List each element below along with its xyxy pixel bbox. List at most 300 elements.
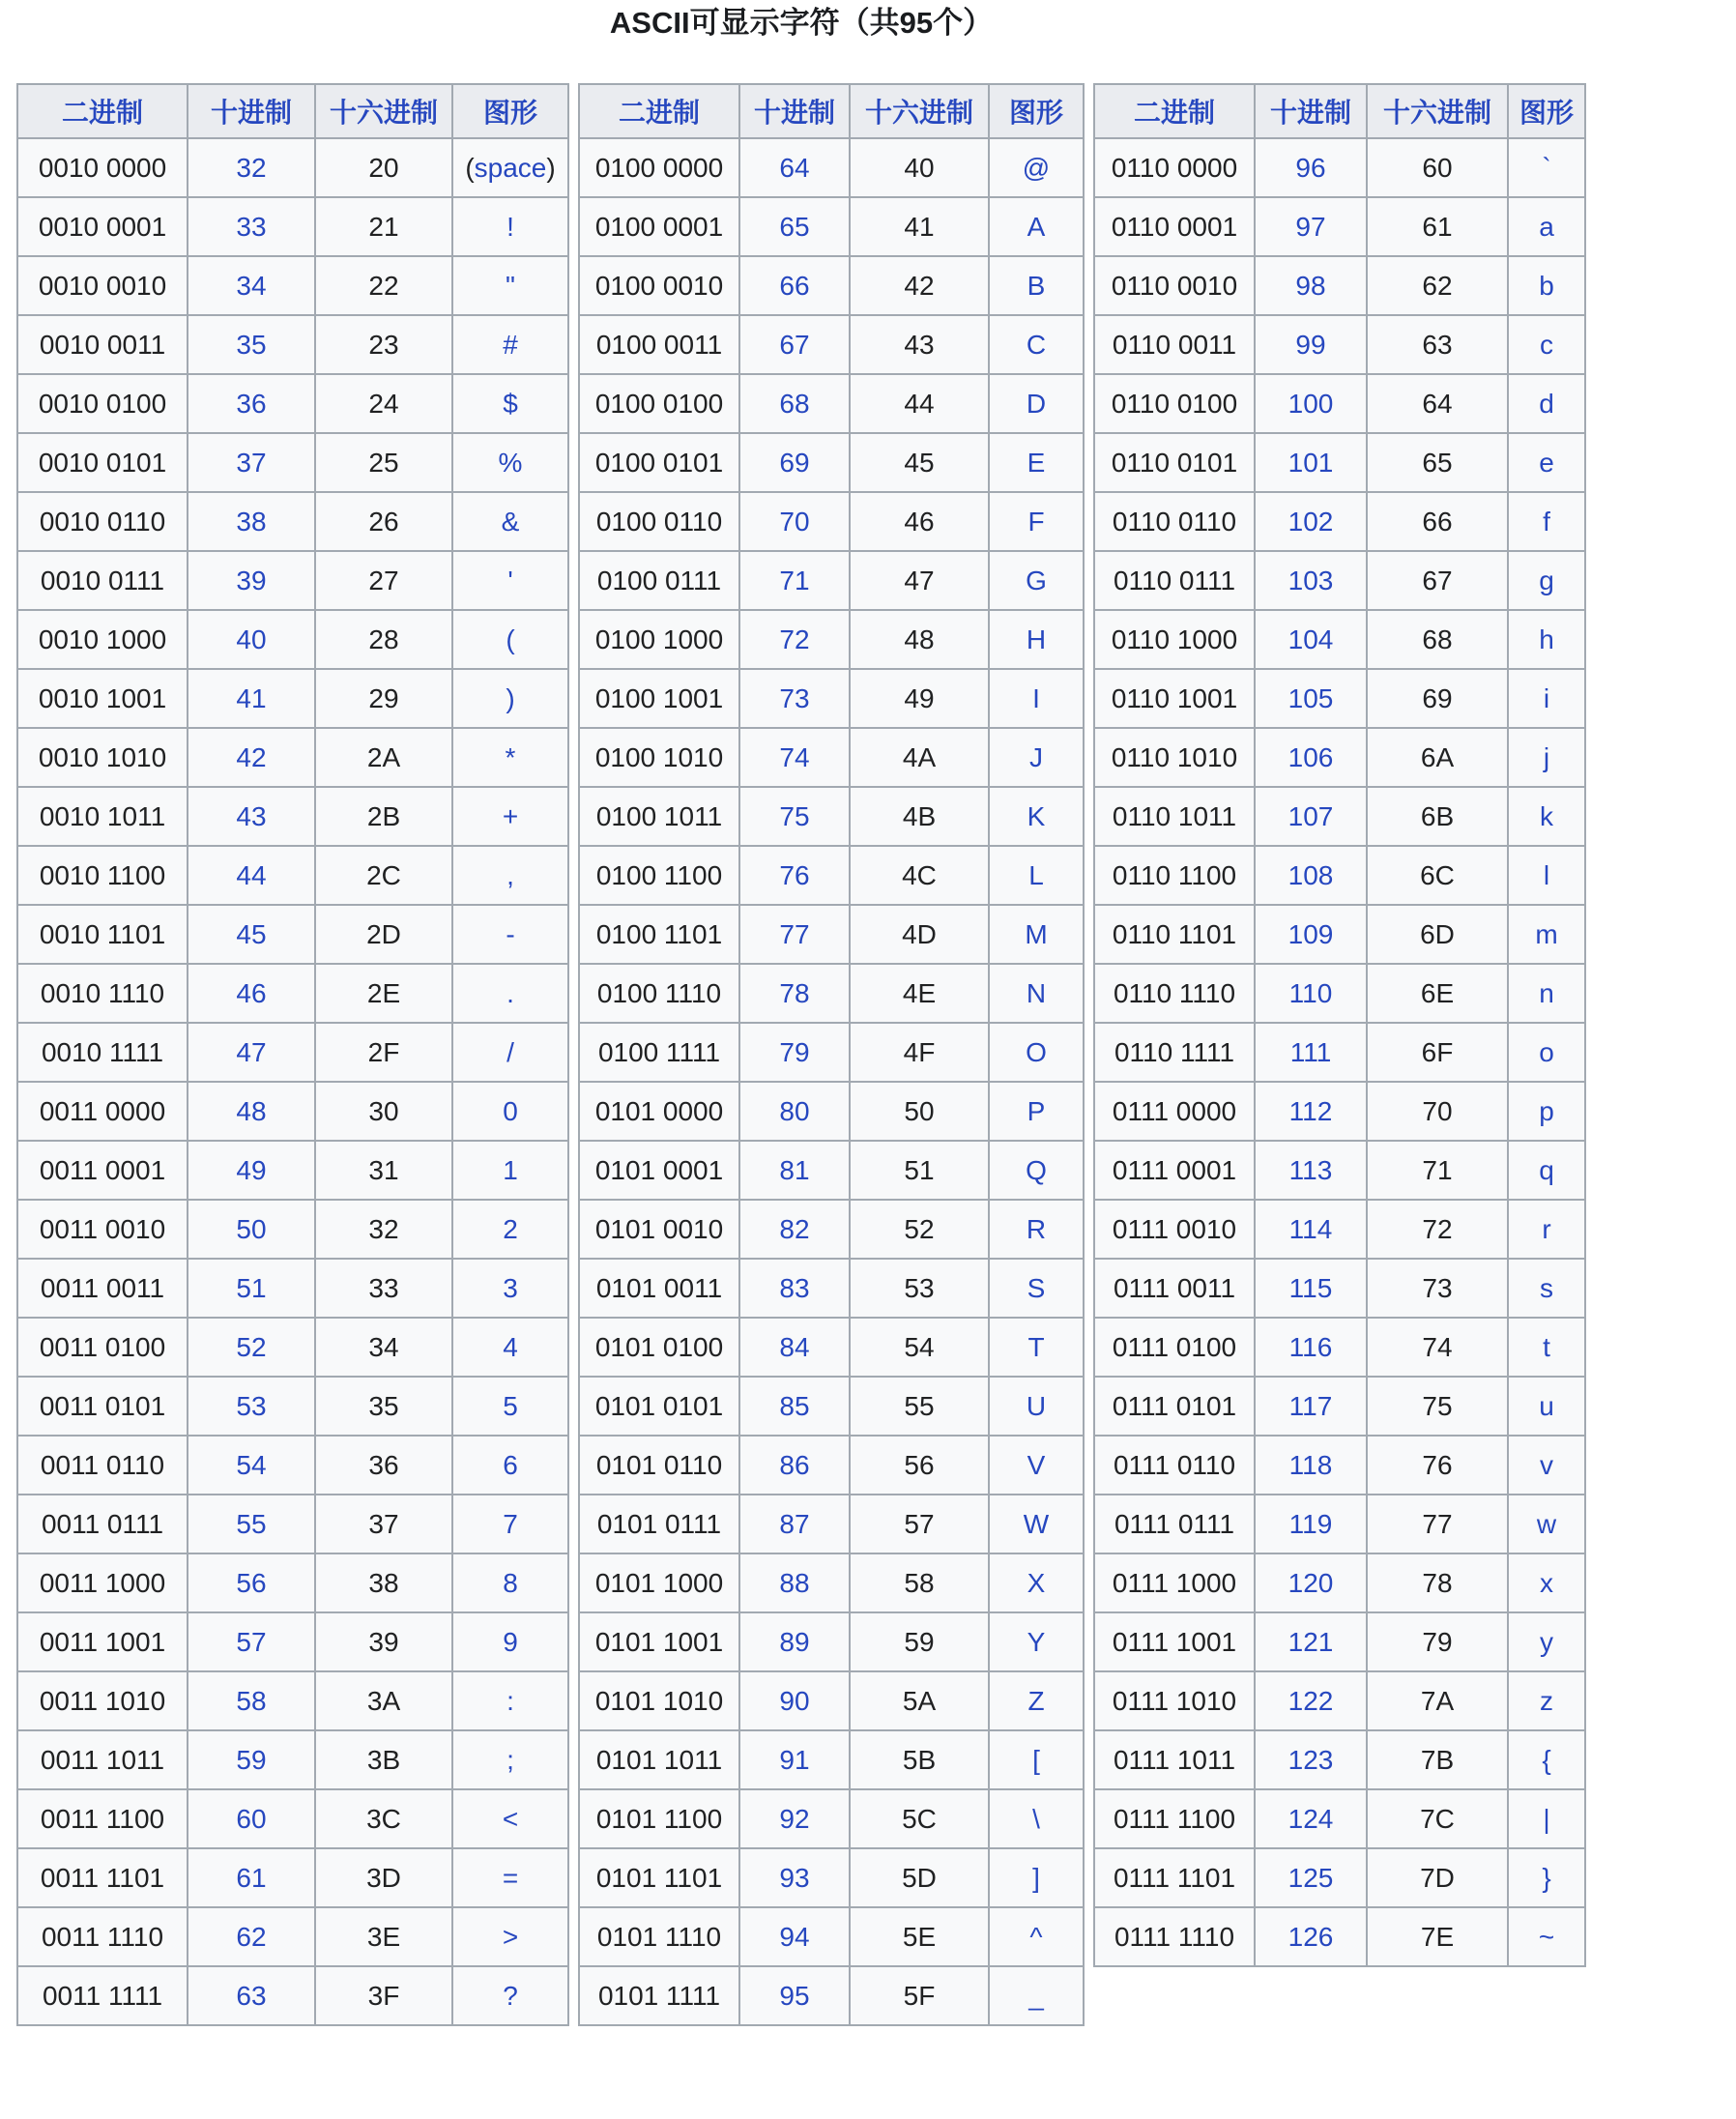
hex-cell: 5C — [850, 1789, 989, 1848]
glyph-link[interactable]: ? — [503, 1980, 518, 2011]
glyph-link[interactable]: u — [1539, 1390, 1554, 1421]
decimal-link[interactable]: 117 — [1288, 1390, 1333, 1421]
binary-cell: 0010 1011 — [17, 787, 188, 846]
glyph-link[interactable]: Q — [1026, 1154, 1047, 1185]
column-header: 图形 — [452, 84, 568, 138]
decimal-link[interactable]: 49 — [236, 1154, 267, 1185]
table-row — [579, 1730, 1084, 1789]
glyph-link[interactable]: @ — [1022, 152, 1051, 183]
glyph-link[interactable]: f — [1543, 506, 1550, 537]
decimal-link[interactable]: 60 — [236, 1803, 267, 1834]
glyph-cell — [1508, 256, 1585, 315]
decimal-link[interactable]: 79 — [779, 1036, 810, 1067]
column-header: 十进制 — [1255, 84, 1367, 138]
hex-cell: 34 — [315, 1318, 452, 1377]
glyph-link[interactable]: D — [1026, 388, 1047, 419]
glyph-link[interactable]: b — [1539, 270, 1554, 301]
glyph-cell — [1508, 1495, 1585, 1553]
table-row — [17, 1023, 568, 1082]
glyph-cell — [1508, 138, 1585, 197]
decimal-link[interactable]: 72 — [779, 624, 810, 654]
decimal-link[interactable]: 118 — [1288, 1449, 1333, 1480]
decimal-link[interactable]: 122 — [1288, 1685, 1334, 1716]
hex-cell: 75 — [1367, 1377, 1508, 1436]
glyph-cell — [1508, 1318, 1585, 1377]
table-row — [1094, 964, 1585, 1023]
glyph-link[interactable]: j — [1543, 741, 1550, 772]
table-row — [1094, 905, 1585, 964]
decimal-link[interactable]: 120 — [1288, 1567, 1334, 1598]
table-row — [17, 1436, 568, 1495]
glyph-link[interactable]: " — [506, 270, 515, 301]
glyph-link[interactable]: V — [1027, 1449, 1046, 1480]
hex-cell: 5E — [850, 1907, 989, 1966]
glyph-link[interactable]: H — [1026, 624, 1047, 654]
hex-cell: 40 — [850, 138, 989, 197]
decimal-link[interactable]: 94 — [779, 1921, 810, 1952]
decimal-link[interactable]: 38 — [236, 506, 267, 537]
decimal-link[interactable]: 57 — [236, 1626, 267, 1657]
glyph-link[interactable]: x — [1540, 1567, 1553, 1598]
glyph-link[interactable]: m — [1535, 918, 1558, 949]
binary-cell: 0111 1010 — [1094, 1671, 1255, 1730]
decimal-link[interactable]: 52 — [236, 1331, 267, 1362]
hex-cell: 35 — [315, 1377, 452, 1436]
decimal-link[interactable]: 123 — [1288, 1744, 1334, 1775]
decimal-link[interactable]: 115 — [1288, 1272, 1333, 1303]
glyph-link[interactable]: > — [502, 1921, 519, 1952]
decimal-link[interactable]: 98 — [1295, 270, 1326, 301]
decimal-link[interactable]: 97 — [1295, 211, 1326, 242]
glyph-cell — [1508, 551, 1585, 610]
table-row — [17, 197, 568, 256]
hex-cell: 6C — [1367, 846, 1508, 905]
binary-cell: 0011 1100 — [17, 1789, 188, 1848]
table-row — [1094, 1848, 1585, 1907]
glyph-link[interactable]: [ — [1032, 1744, 1040, 1775]
glyph-link[interactable]: < — [502, 1803, 519, 1834]
glyph-link[interactable]: 4 — [503, 1331, 518, 1362]
binary-cell: 0100 0010 — [579, 256, 739, 315]
glyph-link[interactable]: ) — [506, 682, 515, 713]
hex-cell: 60 — [1367, 138, 1508, 197]
decimal-link[interactable]: 103 — [1288, 565, 1334, 595]
decimal-link[interactable]: 46 — [236, 977, 267, 1008]
glyph-cell — [989, 1082, 1084, 1141]
decimal-link[interactable]: 78 — [779, 977, 810, 1008]
decimal-cell — [1255, 964, 1367, 1023]
decimal-link[interactable]: 108 — [1288, 859, 1334, 890]
table-row — [1094, 1200, 1585, 1259]
glyph-link[interactable]: space — [474, 152, 547, 183]
decimal-link[interactable]: 90 — [779, 1685, 810, 1716]
decimal-link[interactable]: 99 — [1295, 329, 1326, 360]
glyph-link[interactable]: ; — [506, 1744, 514, 1775]
glyph-cell — [989, 1495, 1084, 1553]
decimal-cell — [739, 492, 850, 551]
binary-cell: 0010 0011 — [17, 315, 188, 374]
glyph-link[interactable]: ~ — [1538, 1921, 1555, 1952]
glyph-cell — [989, 1318, 1084, 1377]
decimal-cell — [1255, 551, 1367, 610]
decimal-link[interactable]: 81 — [779, 1154, 810, 1185]
decimal-cell — [1255, 1082, 1367, 1141]
table-row — [1094, 1612, 1585, 1671]
decimal-link[interactable]: 114 — [1288, 1213, 1333, 1244]
table-row — [17, 1200, 568, 1259]
glyph-cell — [1508, 905, 1585, 964]
glyph-link[interactable]: K — [1027, 800, 1046, 831]
glyph-link[interactable]: & — [501, 506, 520, 537]
decimal-link[interactable]: 64 — [779, 152, 810, 183]
decimal-link[interactable]: 33 — [236, 211, 267, 242]
table-row — [1094, 551, 1585, 610]
glyph-link[interactable]: A — [1027, 211, 1046, 242]
decimal-link[interactable]: 37 — [236, 447, 267, 478]
decimal-link[interactable]: 62 — [236, 1921, 267, 1952]
glyph-link[interactable]: S — [1027, 1272, 1046, 1303]
hex-cell: 7A — [1367, 1671, 1508, 1730]
glyph-link[interactable]: X — [1027, 1567, 1046, 1598]
decimal-link[interactable]: 63 — [236, 1980, 267, 2011]
glyph-link[interactable]: Z — [1027, 1685, 1045, 1716]
glyph-link[interactable]: 2 — [503, 1213, 518, 1244]
column-header: 十进制 — [188, 84, 315, 138]
decimal-link[interactable]: 121 — [1288, 1626, 1334, 1657]
decimal-cell — [1255, 1553, 1367, 1612]
glyph-link[interactable]: l — [1543, 859, 1550, 890]
decimal-link[interactable]: 80 — [779, 1095, 810, 1126]
decimal-cell — [739, 1671, 850, 1730]
glyph-link[interactable]: # — [503, 329, 518, 360]
decimal-link[interactable]: 89 — [779, 1626, 810, 1657]
table-row — [1094, 1141, 1585, 1200]
glyph-link[interactable]: % — [498, 447, 523, 478]
decimal-cell — [1255, 1495, 1367, 1553]
decimal-link[interactable]: 39 — [236, 565, 267, 595]
decimal-link[interactable]: 88 — [779, 1567, 810, 1598]
decimal-link[interactable]: 51 — [236, 1272, 267, 1303]
decimal-link[interactable]: 45 — [236, 918, 267, 949]
glyph-link[interactable]: ' — [507, 565, 513, 595]
table-row — [579, 669, 1084, 728]
decimal-link[interactable]: 40 — [236, 624, 267, 654]
hex-cell: 68 — [1367, 610, 1508, 669]
column-header: 十六进制 — [850, 84, 989, 138]
decimal-link[interactable]: 106 — [1288, 741, 1334, 772]
decimal-link[interactable]: 109 — [1288, 918, 1334, 949]
glyph-link[interactable]: 7 — [503, 1508, 518, 1539]
table-row — [579, 433, 1084, 492]
glyph-cell — [452, 1848, 568, 1907]
decimal-link[interactable]: 66 — [779, 270, 810, 301]
decimal-link[interactable]: 84 — [779, 1331, 810, 1362]
decimal-link[interactable]: 105 — [1288, 682, 1334, 713]
glyph-cell — [989, 905, 1084, 964]
glyph-link[interactable]: 5 — [503, 1390, 518, 1421]
decimal-link[interactable]: 82 — [779, 1213, 810, 1244]
glyph-link[interactable]: G — [1026, 565, 1047, 595]
decimal-link[interactable]: 74 — [779, 741, 810, 772]
table-row — [579, 1848, 1084, 1907]
decimal-link[interactable]: 44 — [236, 859, 267, 890]
decimal-link[interactable]: 69 — [779, 447, 810, 478]
glyph-link[interactable]: . — [506, 977, 514, 1008]
glyph-cell — [1508, 1082, 1585, 1141]
binary-cell: 0011 1110 — [17, 1907, 188, 1966]
table-row — [579, 374, 1084, 433]
glyph-link[interactable]: w — [1536, 1508, 1557, 1539]
decimal-link[interactable]: 77 — [779, 918, 810, 949]
decimal-link[interactable]: 107 — [1288, 800, 1334, 831]
hex-cell: 52 — [850, 1200, 989, 1259]
table-row — [17, 1612, 568, 1671]
glyph-link[interactable]: z — [1540, 1685, 1553, 1716]
glyph-link[interactable]: Y — [1027, 1626, 1046, 1657]
decimal-link[interactable]: 65 — [779, 211, 810, 242]
glyph-link[interactable]: W — [1023, 1508, 1050, 1539]
glyph-cell — [989, 787, 1084, 846]
glyph-link[interactable]: 9 — [503, 1626, 518, 1657]
glyph-link[interactable]: h — [1539, 624, 1554, 654]
column-header: 二进制 — [17, 84, 188, 138]
decimal-link[interactable]: 101 — [1288, 447, 1334, 478]
decimal-link[interactable]: 125 — [1288, 1862, 1334, 1893]
glyph-link[interactable]: { — [1542, 1744, 1551, 1775]
decimal-link[interactable]: 34 — [236, 270, 267, 301]
glyph-link[interactable]: P — [1027, 1095, 1046, 1126]
glyph-link[interactable]: | — [1543, 1803, 1550, 1834]
glyph-link[interactable]: + — [502, 800, 519, 831]
binary-cell: 0110 1001 — [1094, 669, 1255, 728]
decimal-link[interactable]: 112 — [1288, 1095, 1333, 1126]
decimal-link[interactable]: 61 — [236, 1862, 267, 1893]
table-row — [579, 1259, 1084, 1318]
decimal-link[interactable]: 55 — [236, 1508, 267, 1539]
table-row — [1094, 787, 1585, 846]
glyph-link[interactable]: T — [1027, 1331, 1045, 1362]
glyph-cell — [989, 1907, 1084, 1966]
glyph-link[interactable]: = — [502, 1862, 519, 1893]
glyph-link[interactable]: * — [505, 741, 516, 772]
glyph-link[interactable]: \ — [1032, 1803, 1040, 1834]
glyph-link[interactable]: a — [1539, 211, 1554, 242]
glyph-cell — [1508, 1259, 1585, 1318]
decimal-cell — [1255, 905, 1367, 964]
decimal-link[interactable]: 48 — [236, 1095, 267, 1126]
decimal-link[interactable]: 110 — [1288, 977, 1333, 1008]
glyph-link[interactable]: k — [1540, 800, 1553, 831]
glyph-link[interactable]: i — [1543, 682, 1550, 713]
decimal-link[interactable]: 67 — [779, 329, 810, 360]
decimal-link[interactable]: 86 — [779, 1449, 810, 1480]
decimal-link[interactable]: 58 — [236, 1685, 267, 1716]
glyph-link[interactable]: N — [1026, 977, 1047, 1008]
decimal-link[interactable]: 92 — [779, 1803, 810, 1834]
decimal-link[interactable]: 111 — [1289, 1036, 1332, 1067]
glyph-link[interactable]: 8 — [503, 1567, 518, 1598]
glyph-cell — [989, 138, 1084, 197]
glyph-link[interactable]: / — [506, 1036, 514, 1067]
glyph-link[interactable]: , — [506, 859, 514, 890]
glyph-link[interactable]: ` — [1542, 152, 1551, 183]
glyph-link[interactable]: t — [1543, 1331, 1550, 1362]
decimal-link[interactable]: 71 — [779, 565, 810, 595]
glyph-link[interactable]: M — [1025, 918, 1048, 949]
glyph-link[interactable]: c — [1540, 329, 1553, 360]
decimal-link[interactable]: 113 — [1288, 1154, 1333, 1185]
glyph-link[interactable]: B — [1027, 270, 1046, 301]
decimal-link[interactable]: 54 — [236, 1449, 267, 1480]
glyph-link[interactable]: v — [1540, 1449, 1553, 1480]
binary-cell: 0110 0000 — [1094, 138, 1255, 197]
glyph-link[interactable]: _ — [1028, 1980, 1044, 2011]
decimal-link[interactable]: 32 — [236, 152, 267, 183]
decimal-link[interactable]: 87 — [779, 1508, 810, 1539]
hex-cell: 4A — [850, 728, 989, 787]
glyph-link[interactable]: - — [506, 918, 515, 949]
glyph-link[interactable]: r — [1542, 1213, 1551, 1244]
decimal-link[interactable]: 50 — [236, 1213, 267, 1244]
glyph-link[interactable]: O — [1026, 1036, 1047, 1067]
table-row — [17, 1907, 568, 1966]
glyph-cell — [1508, 669, 1585, 728]
glyph-link[interactable]: q — [1539, 1154, 1554, 1185]
hex-cell: 73 — [1367, 1259, 1508, 1318]
table-row — [17, 846, 568, 905]
decimal-link[interactable]: 41 — [236, 682, 267, 713]
glyph-cell — [989, 433, 1084, 492]
glyph-cell — [989, 1200, 1084, 1259]
glyph-link[interactable]: s — [1540, 1272, 1553, 1303]
hex-cell: 4F — [850, 1023, 989, 1082]
glyph-link[interactable]: y — [1540, 1626, 1553, 1657]
decimal-link[interactable]: 68 — [779, 388, 810, 419]
binary-cell: 0111 1011 — [1094, 1730, 1255, 1789]
decimal-cell — [1255, 1730, 1367, 1789]
decimal-cell — [1255, 1848, 1367, 1907]
decimal-link[interactable]: 104 — [1288, 624, 1334, 654]
binary-cell: 0011 1010 — [17, 1671, 188, 1730]
glyph-link[interactable]: d — [1539, 388, 1554, 419]
table-row — [17, 1966, 568, 2025]
decimal-cell — [739, 1907, 850, 1966]
decimal-link[interactable]: 93 — [779, 1862, 810, 1893]
decimal-link[interactable]: 36 — [236, 388, 267, 419]
binary-cell: 0100 1011 — [579, 787, 739, 846]
decimal-cell — [1255, 492, 1367, 551]
glyph-cell — [1508, 1553, 1585, 1612]
decimal-link[interactable]: 124 — [1288, 1803, 1334, 1834]
decimal-link[interactable]: 53 — [236, 1390, 267, 1421]
decimal-link[interactable]: 42 — [236, 741, 267, 772]
glyph-link[interactable]: ! — [506, 211, 514, 242]
glyph-link[interactable]: 1 — [503, 1154, 518, 1185]
glyph-link[interactable]: ( — [506, 624, 515, 654]
glyph-cell — [1508, 728, 1585, 787]
decimal-link[interactable]: 73 — [779, 682, 810, 713]
glyph-link[interactable]: g — [1539, 565, 1554, 595]
hex-cell: 49 — [850, 669, 989, 728]
decimal-link[interactable]: 83 — [779, 1272, 810, 1303]
glyph-link[interactable]: } — [1542, 1862, 1551, 1893]
binary-cell: 0100 0100 — [579, 374, 739, 433]
table-row — [579, 1495, 1084, 1553]
decimal-link[interactable]: 35 — [236, 329, 267, 360]
glyph-link[interactable]: C — [1026, 329, 1047, 360]
binary-cell: 0011 1000 — [17, 1553, 188, 1612]
glyph-link[interactable]: p — [1539, 1095, 1554, 1126]
glyph-link[interactable]: R — [1026, 1213, 1047, 1244]
hex-cell: 7D — [1367, 1848, 1508, 1907]
glyph-link[interactable]: o — [1539, 1036, 1554, 1067]
decimal-link[interactable]: 43 — [236, 800, 267, 831]
table-row — [579, 1082, 1084, 1141]
decimal-cell — [1255, 1023, 1367, 1082]
glyph-cell — [452, 1436, 568, 1495]
column-header: 二进制 — [1094, 84, 1255, 138]
glyph-link[interactable]: $ — [503, 388, 518, 419]
decimal-link[interactable]: 47 — [236, 1036, 267, 1067]
glyph-link[interactable]: L — [1028, 859, 1044, 890]
glyph-cell — [989, 1023, 1084, 1082]
binary-cell: 0110 1010 — [1094, 728, 1255, 787]
decimal-link[interactable]: 75 — [779, 800, 810, 831]
glyph-link[interactable]: ^ — [1029, 1921, 1043, 1952]
glyph-link[interactable]: e — [1539, 447, 1554, 478]
glyph-link[interactable]: n — [1539, 977, 1554, 1008]
table-row — [1094, 669, 1585, 728]
binary-cell: 0010 1111 — [17, 1023, 188, 1082]
decimal-link[interactable]: 100 — [1288, 388, 1334, 419]
decimal-cell — [739, 551, 850, 610]
decimal-link[interactable]: 119 — [1288, 1508, 1333, 1539]
glyph-link[interactable]: 6 — [503, 1449, 518, 1480]
glyph-link[interactable]: F — [1027, 506, 1045, 537]
decimal-link[interactable]: 126 — [1288, 1921, 1334, 1952]
glyph-link[interactable]: E — [1027, 447, 1046, 478]
hex-cell: 2B — [315, 787, 452, 846]
table-row — [17, 315, 568, 374]
table-row — [17, 1789, 568, 1848]
decimal-cell — [739, 1436, 850, 1495]
glyph-link[interactable]: U — [1026, 1390, 1047, 1421]
glyph-link[interactable]: 3 — [503, 1272, 518, 1303]
glyph-cell — [989, 1141, 1084, 1200]
glyph-link[interactable]: 0 — [503, 1095, 518, 1126]
decimal-link[interactable]: 96 — [1295, 152, 1326, 183]
decimal-link[interactable]: 76 — [779, 859, 810, 890]
decimal-link[interactable]: 59 — [236, 1744, 267, 1775]
decimal-cell — [188, 787, 315, 846]
decimal-link[interactable]: 116 — [1288, 1331, 1333, 1362]
decimal-link[interactable]: 85 — [779, 1390, 810, 1421]
glyph-link[interactable]: I — [1032, 682, 1040, 713]
glyph-link[interactable]: ] — [1032, 1862, 1040, 1893]
hex-cell: 43 — [850, 315, 989, 374]
decimal-cell — [739, 846, 850, 905]
binary-cell: 0101 0001 — [579, 1141, 739, 1200]
decimal-link[interactable]: 56 — [236, 1567, 267, 1598]
decimal-link[interactable]: 102 — [1288, 506, 1334, 537]
decimal-link[interactable]: 91 — [779, 1744, 810, 1775]
hex-cell: 76 — [1367, 1436, 1508, 1495]
decimal-cell — [188, 1730, 315, 1789]
decimal-link[interactable]: 95 — [779, 1980, 810, 2011]
glyph-link[interactable]: : — [506, 1685, 514, 1716]
glyph-link[interactable]: J — [1029, 741, 1043, 772]
decimal-link[interactable]: 70 — [779, 506, 810, 537]
